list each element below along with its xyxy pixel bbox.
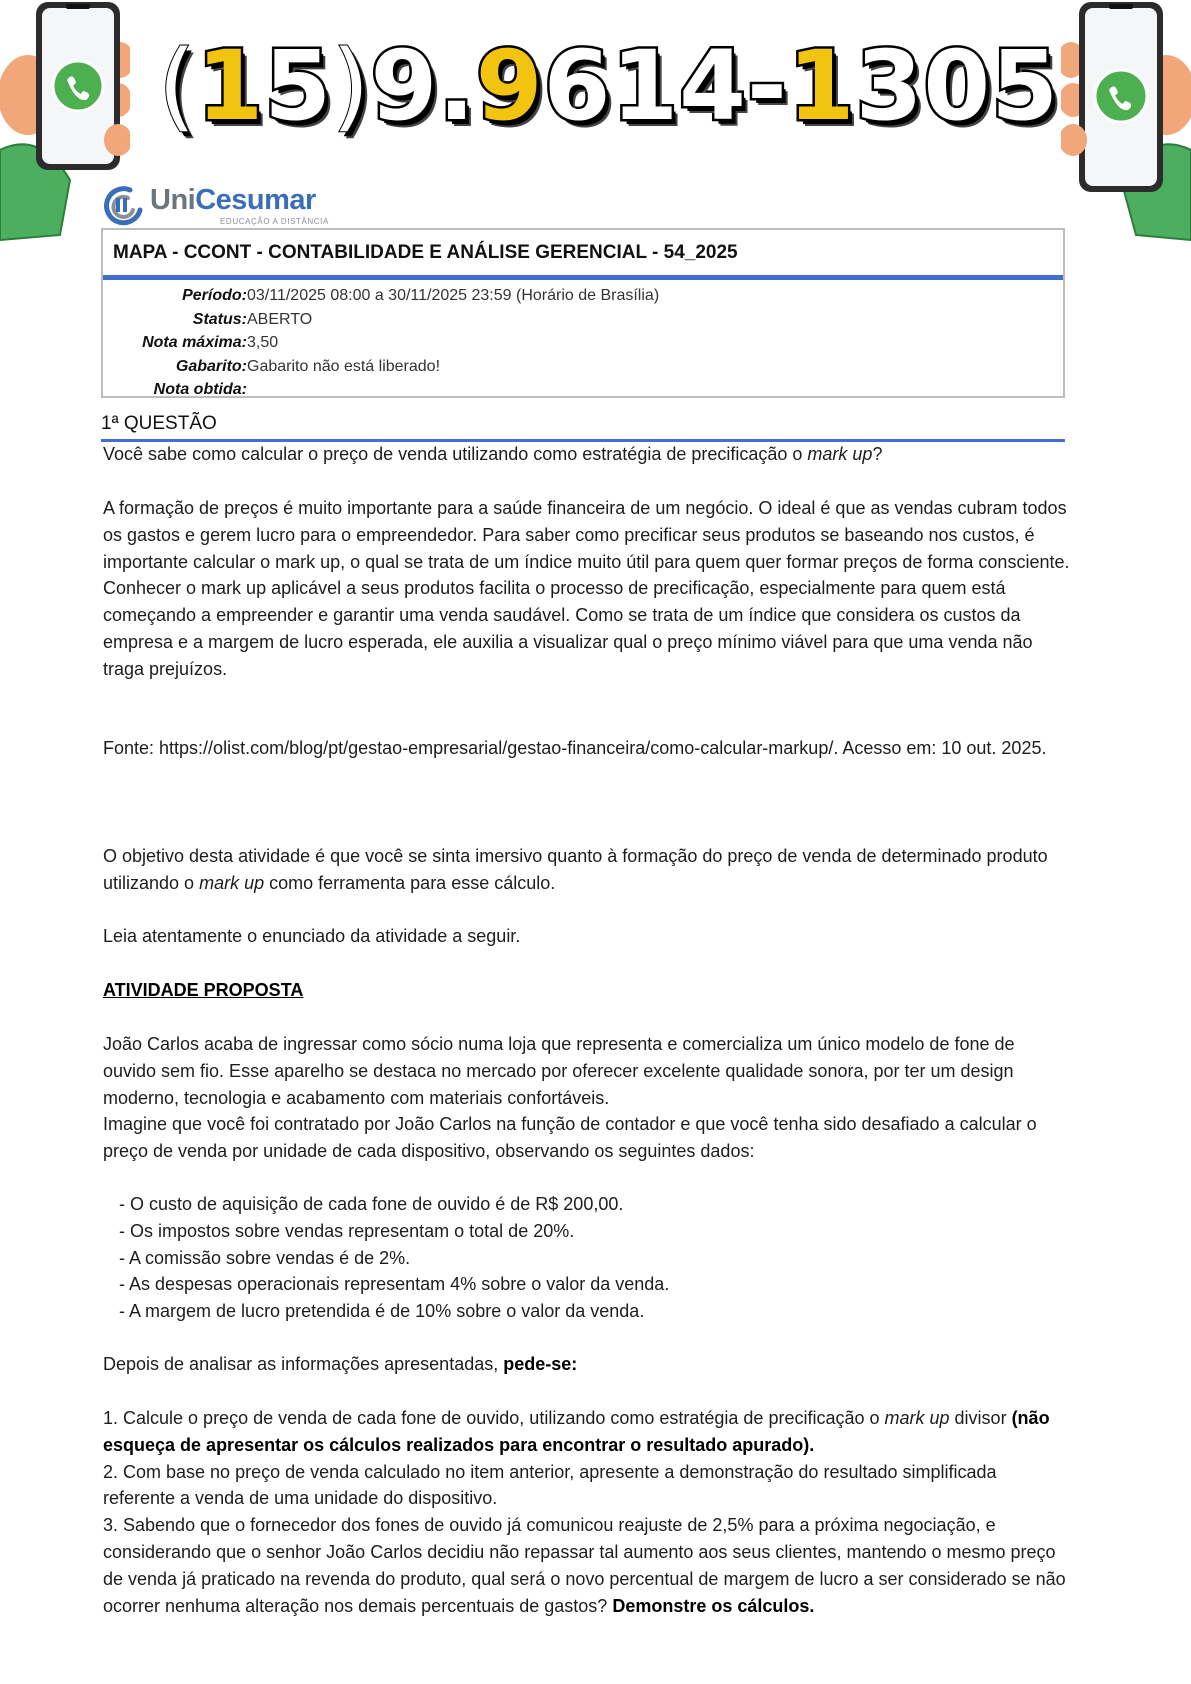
phone-digit-highlight: 9 [475, 30, 544, 142]
objective-emphasis: mark up [199, 872, 265, 893]
phone-digit: 305 [855, 30, 1059, 142]
request-text: Depois de analisar as informações apresentadas, [103, 1354, 504, 1374]
task-1-text: 1. Calcule o preço de venda de cada fone de ouvido, utilizando como estratégia de precificação o [103, 1408, 885, 1428]
meta-value: ABERTO [247, 310, 313, 328]
question-intro [103, 441, 1071, 468]
objective-paragraph [103, 843, 1071, 897]
list-item: - A margem de lucro pretendida é de 10% sobre o valor da venda. [119, 1301, 645, 1322]
meta-row-gabarito [103, 355, 1063, 379]
list-item: - A comissão sobre vendas é de 2%. [119, 1247, 411, 1268]
meta-row-nota-maxima [103, 331, 1063, 355]
unicesumar-logo [100, 183, 329, 229]
phone-banner [0, 0, 1191, 190]
logo-name-cesumar: Cesumar [195, 184, 316, 216]
phone-digit: 9. [370, 30, 476, 142]
activity-title: MAPA - CCONT - CONTABILIDADE E ANÁLISE GERENCIAL - 54_2025 [103, 230, 1063, 280]
meta-value: 03/11/2025 08:00 a 30/11/2025 23:59 (Horário de Brasília) [247, 287, 660, 304]
meta-label: Período: [182, 287, 247, 304]
task-1-text-mid: divisor [949, 1408, 1012, 1428]
phone-digit: ( [158, 30, 197, 142]
task-item-2: 2. Com base no preço de venda calculado no item anterior, apresente a demonstração do resultado simplificada referente a venda de uma unidade do dispositivo. [103, 1461, 997, 1509]
intro-text-end: ? [872, 444, 883, 464]
context-paragraph: A formação de preços é muito importante para a saúde financeira de um negócio. O ideal é que as vendas cubram todos os gastos e gerem lucro para o empreendedor. Para saber como precificar seus produtos se baseando nos custos, é importante calcular o mark up, o qual se trata de um índice muito útil para quem quer formar preços de forma consciente. Conhecer o mark up aplicável a seus produtos facilita o processo de precificação, especialmente para quem está começando a empreender e garantir uma venda saudável. Como se trata de um índice que considera os custos da empresa e a margem de lucro esperada, ele auxilia a visualizar qual o preço mínimo viável para que uma venda não traga prejuízos. [103, 498, 1070, 679]
list-item: - Os impostos sobre vendas representam o total de 20%. [119, 1220, 575, 1241]
phone-digit: 5 [264, 30, 333, 142]
intro-text: Você sabe como calcular o preço de venda utilizando como estratégia de precificação o [103, 444, 808, 464]
task-3-bold: Demonstre os cálculos. [612, 1595, 815, 1616]
logo-subtitle: EDUCAÇÃO A DISTÂNCIA [220, 217, 329, 226]
task-1-bold: (não esqueça de apresentar os cálculos realizados para encontrar o resultado apurado). [103, 1408, 1050, 1455]
meta-label: Nota máxima: [142, 334, 247, 351]
activity-header-box [101, 228, 1065, 398]
task-item-1 [103, 1405, 1071, 1459]
scenario-text: João Carlos acaba de ingressar como sócio numa loja que representa e comercializa um único modelo de fone de ouvido sem fio. Esse aparelho se destaca no mercado por oferecer excelente qualidade sonora, por ter um design moderno, tecnologia e acabamento com materiais confortáveis. [103, 1034, 1015, 1108]
scenario-task: Imagine que você foi contratado por João Carlos na função de contador e que você tenha sido desafiado a calcular o preço de venda por unidade de cada dispositivo, observando os seguintes dados: [103, 1114, 1037, 1162]
meta-label: Gabarito: [175, 357, 247, 375]
intro-emphasis: mark up [807, 444, 873, 464]
objective-text-end: como ferramenta para esse cálculo. [264, 872, 556, 893]
phone-digit-highlight: 1 [196, 30, 265, 142]
meta-row-nota-obtida [103, 378, 1063, 402]
unicesumar-logo-icon [100, 184, 144, 228]
list-item: - O custo de aquisição de cada fone de ouvido é de R$ 200,00. [119, 1194, 624, 1214]
source-citation: Fonte: https://olist.com/blog/pt/gestao-empresarial/gestao-financeira/como-calcular-markup/. Acesso em: 10 out. 2025. [103, 738, 1047, 758]
meta-row-periodo [103, 284, 1063, 308]
list-item: - As despesas operacionais representam 4% sobre o valor da venda. [119, 1274, 670, 1295]
meta-value: Gabarito não está liberado! [247, 357, 441, 375]
objective-text: O objetivo desta atividade é que você se sinta imersivo quanto à formação do preço de venda de determinado produto utilizando o [103, 846, 1048, 893]
read-instruction: Leia atentamente o enunciado da atividade a seguir. [103, 926, 521, 946]
task-1-emphasis: mark up [884, 1408, 950, 1428]
data-list [103, 1191, 1071, 1325]
question-header: 1ª QUESTÃO [101, 413, 1065, 442]
phone-digit: 614- [543, 30, 788, 142]
meta-value: 3,50 [247, 334, 279, 351]
logo-name-uni: Uni [150, 184, 196, 216]
activity-proposal-title: ATIVIDADE PROPOSTA [103, 980, 304, 1000]
request-bold: pede-se: [503, 1354, 578, 1374]
meta-label: Nota obtida: [153, 381, 247, 398]
phone-digit-highlight: 1 [787, 30, 856, 142]
tasks-list [103, 1405, 1071, 1619]
meta-row-status [103, 308, 1063, 332]
phone-number [158, 30, 1059, 142]
task-item-3 [103, 1512, 1071, 1619]
task-3-text: 3. Sabendo que o fornecedor dos fones de ouvido já comunicou reajuste de 2,5% para a próxima negociação, e considerando que o senhor João Carlos decidiu não repassar tal aumento aos seus clientes, mantendo o mesmo preço de venda já praticado na revenda do produto, qual será o novo percentual de margem de lucro a ser considerado se não ocorrer nenhuma alteração nos demais percentuais de gastos? [103, 1515, 1066, 1616]
phone-in-hand-icon [1061, 0, 1191, 260]
request-paragraph [103, 1351, 1071, 1378]
meta-label: Status: [192, 310, 247, 328]
scenario-paragraph [103, 1031, 1071, 1165]
activity-meta [103, 280, 1063, 402]
phone-digit: ) [332, 30, 371, 142]
